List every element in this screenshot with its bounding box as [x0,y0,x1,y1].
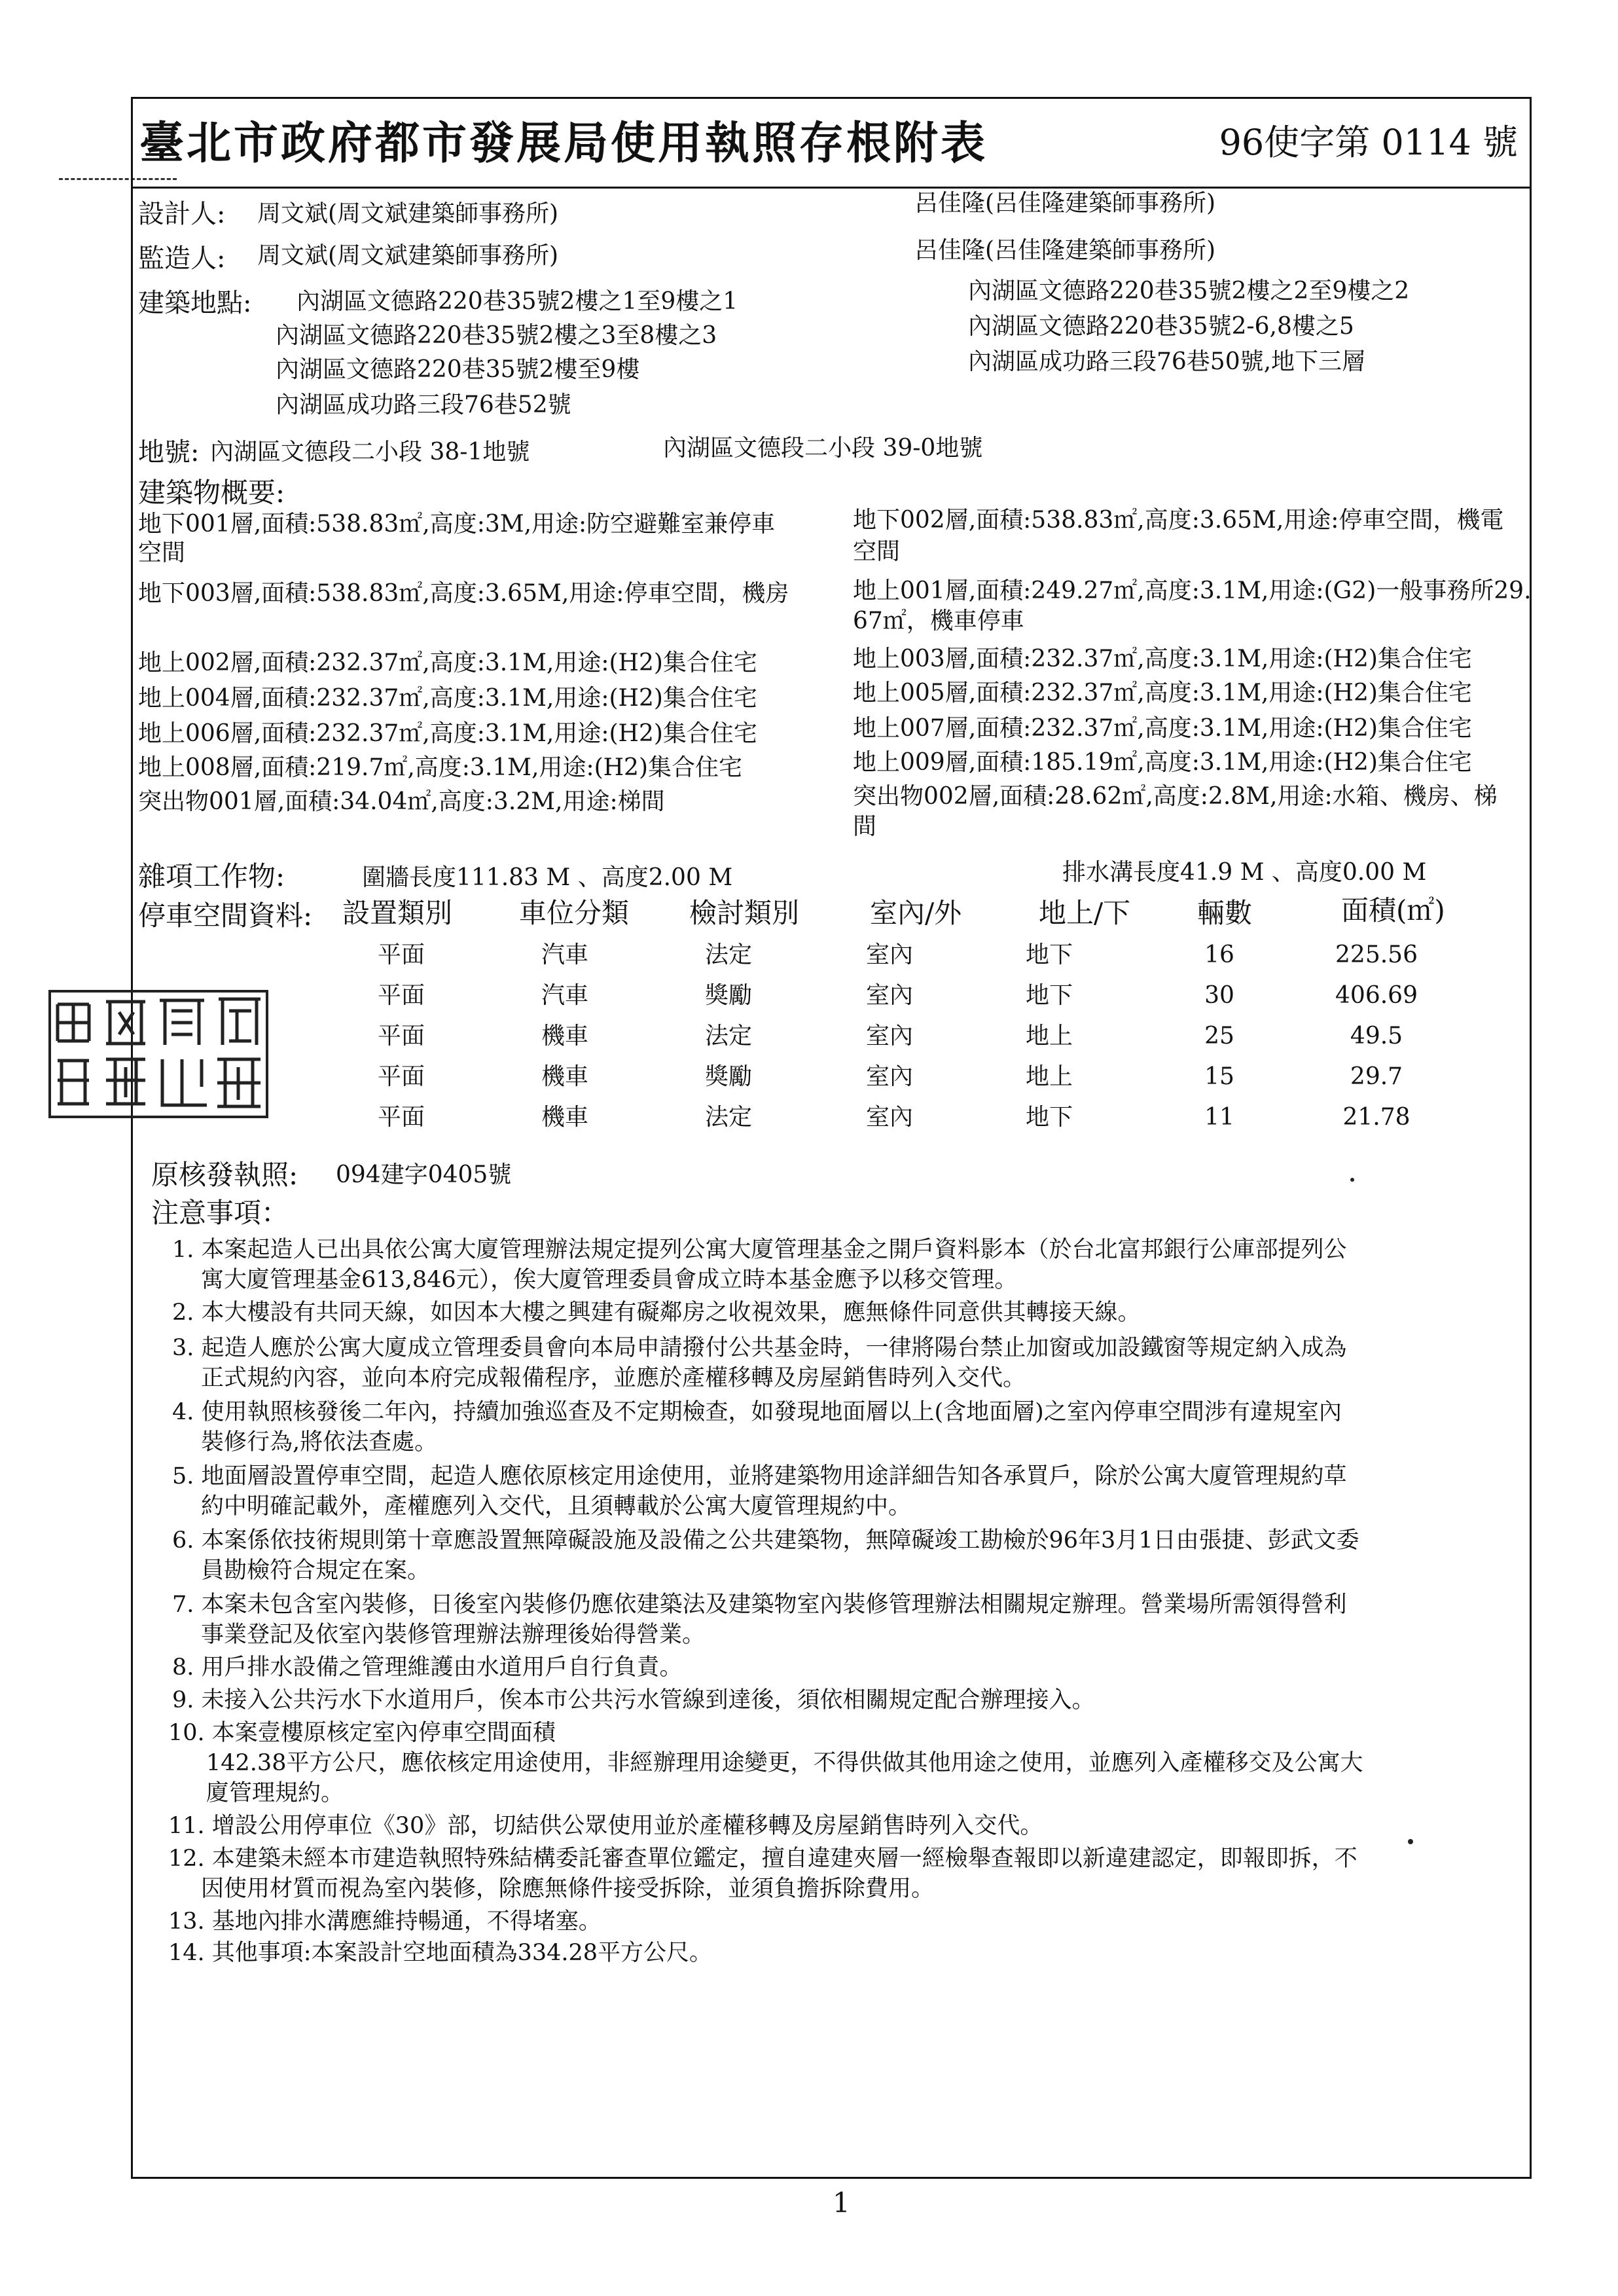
notes-label: 注意事項： [151,1197,289,1229]
note-line: 5. 地面層設置停車空間，起造人應依原核定用途使用，並將建築物用途詳細告知各承買戶，除於公寓大廈管理規約草 [172,1463,1347,1489]
overview-left-line: 空間 [138,539,186,566]
overview-right-line: 地上003層,面積:232.37㎡,高度:3.1M,用途:(H2)集合住宅 [853,646,1472,672]
parking-cell: 49.5 [1350,1023,1403,1049]
parking-header: 檢討類別 [689,897,800,929]
parking-cell: 機車 [541,1023,588,1049]
parking-cell: 平面 [377,1104,425,1131]
note-line: 10. 本案壹樓原核定室內停車空間面積 [168,1720,556,1746]
note-line: 約中明確記載外，產權應列入交代，且須轉載於公寓大廈管理規約中。 [201,1493,912,1520]
supervisor-right: 呂佳隆(呂佳隆建築師事務所) [914,237,1216,264]
parking-cell: 室內 [865,1023,913,1049]
lot-right: 內湖區文德段二小段 39-0地號 [663,435,983,462]
parking-cell: 室內 [865,941,913,968]
overview-right-line: 間 [853,813,877,840]
parking-cell: 法定 [704,1104,752,1131]
parking-cell: 室內 [865,1104,913,1131]
overview-left-line: 地下003層,面積:538.83㎡,高度:3.65M,用途:停車空間，機房 [138,580,789,607]
note-line: 正式規約內容，並向本府完成報備程序，並應於產權移轉及房屋銷售時列入交代。 [201,1365,1026,1391]
page-number: 1 [833,2187,850,2219]
parking-cell: 地下 [1025,941,1073,968]
parking-cell: 汽車 [541,982,588,1009]
note-line: 裝修行為,將依法查處。 [201,1429,438,1455]
parking-cell: 地下 [1025,1104,1073,1131]
title-row [133,99,1530,189]
permit-number: 96使字第 0114 號 [1219,122,1518,163]
overview-right-line: 地上007層,面積:232.37㎡,高度:3.1M,用途:(H2)集合住宅 [853,715,1472,742]
parking-cell: 406.69 [1335,982,1418,1009]
parking-cell: 機車 [541,1063,588,1090]
misc-label: 雜項工作物: [138,860,285,892]
parking-cell: 15 [1204,1063,1234,1090]
designer-label: 設計人: [138,199,226,229]
note-line: 12. 本建築未經本市建造執照特殊結構委託審查單位鑑定，擅自違建夾層一經檢舉查報即以新違建認定，即報即拆，不 [168,1846,1357,1872]
note-line: 14. 其他事項:本案設計空地面積為334.28平方公尺。 [168,1940,713,1966]
parking-cell: 地上 [1025,1063,1073,1090]
overview-right-line: 地上005層,面積:232.37㎡,高度:3.1M,用途:(H2)集合住宅 [853,680,1472,706]
overview-right-line: 地下002層,面積:538.83㎡,高度:3.65M,用途:停車空間，機電 [853,507,1504,534]
misc-left: 圍牆長度111.83 M 、高度2.00 M [362,864,733,891]
note-line: 6. 本案係依技術規則第十章應設置無障礙設施及設備之公共建築物，無障礙竣工勘檢於96年3月1日由張捷、彭武文委 [172,1527,1359,1554]
parking-header: 面積(㎡) [1341,894,1445,926]
overview-right-line: 地上009層,面積:185.19㎡,高度:3.1M,用途:(H2)集合住宅 [853,749,1472,776]
note-line: 13. 基地內排水溝應維持暢通，不得堵塞。 [168,1908,602,1935]
note-line: 9. 未接入公共污水下水道用戶，俟本市公共污水管線到達後，須依相關規定配合辦理接入。 [172,1687,1095,1713]
supervisor-label: 監造人: [138,244,226,274]
parking-cell: 平面 [377,1063,425,1090]
parking-cell: 地下 [1025,982,1073,1009]
note-line: 3. 起造人應於公寓大廈成立管理委員會向本局申請撥付公共基金時，一律將陽台禁止加窗或加設鐵窗等規定納入成為 [172,1335,1347,1361]
overview-left-line: 地下001層,面積:538.83㎡,高度:3M,用途:防空避難室兼停車 [138,511,776,538]
parking-cell: 25 [1204,1023,1234,1049]
parking-cell: 30 [1204,982,1234,1009]
note-line: 8. 用戶排水設備之管理維護由水道用戶自行負責。 [172,1654,683,1681]
parking-cell: 室內 [865,982,913,1009]
overview-right-line: 67㎡，機車停車 [853,608,1024,634]
site-right-line: 內湖區成功路三段76巷50號,地下三層 [968,348,1366,375]
parking-cell: 11 [1204,1104,1234,1131]
overview-right-line: 地上001層,面積:249.27㎡,高度:3.1M,用途:(G2)一般事務所29. [853,577,1532,604]
original-permit-label: 原核發執照: [151,1159,298,1191]
lot-left: 內湖區文德段二小段 38-1地號 [210,439,530,465]
overview-right-line: 空間 [853,538,901,565]
parking-label: 停車空間資料: [138,900,313,932]
note-line: 2. 本大樓設有共同天線，如因本大樓之興建有礙鄰房之收視效果，應無條件同意供其轉接天線。 [172,1300,1141,1326]
note-line: 7. 本案未包含室內裝修，日後室內裝修仍應依建築法及建築物室內裝修管理辦法相關規定辦理。營業場所需領得營利 [172,1592,1347,1618]
parking-header: 輛數 [1197,897,1253,929]
note-line: 4. 使用執照核發後二年內，持續加強巡查及不定期檢查，如發現地面層以上(含地面層)之室內停車空間涉有違規室內 [172,1399,1342,1425]
parking-cell: 法定 [704,941,752,968]
parking-cell: 法定 [704,1023,752,1049]
overview-left-line: 地上008層,面積:219.7㎡,高度:3.1M,用途:(H2)集合住宅 [138,754,742,781]
overview-label: 建築物概要: [138,477,285,509]
designer-left: 周文斌(周文斌建築師事務所) [257,200,559,227]
parking-header: 室內/外 [870,897,962,929]
parking-cell: 225.56 [1335,941,1418,968]
parking-header: 地上/下 [1039,897,1131,929]
site-label: 建築地點: [138,288,252,318]
site-left-line: 內湖區文德路220巷35號2樓至9樓 [276,356,640,383]
parking-cell: 機車 [541,1104,588,1131]
site-left-line: 內湖區文德路220巷35號2樓之1至9樓之1 [297,288,738,315]
parking-cell: 室內 [865,1063,913,1090]
document-frame [131,97,1532,2179]
parking-cell: 平面 [377,941,425,968]
page-title: 臺北市政府都市發展局使用執照存根附表 [139,117,988,170]
designer-right: 呂佳隆(呂佳隆建築師事務所) [914,190,1216,217]
site-left-line: 內湖區文德路220巷35號2樓之3至8樓之3 [276,322,717,349]
lot-label: 地號: [138,437,200,467]
supervisor-left: 周文斌(周文斌建築師事務所) [257,242,559,269]
note-line: 員勘檢符合規定在案。 [201,1558,431,1584]
parking-cell: 21.78 [1342,1104,1411,1131]
overview-left-line: 突出物001層,面積:34.04㎡,高度:3.2M,用途:梯間 [138,788,665,815]
note-line: 11. 增設公用停車位《30》部，切結供公眾使用並於產權移轉及房屋銷售時列入交代。 [168,1813,1043,1839]
parking-header: 設置類別 [342,897,453,929]
overview-right-line: 突出物002層,面積:28.62㎡,高度:2.8M,用途:水箱、機房、梯 [853,783,1498,810]
parking-header: 車位分類 [519,897,630,929]
parking-cell: 地上 [1025,1023,1073,1049]
scan-speck [1408,1839,1413,1844]
note-line: 廈管理規約。 [206,1780,344,1806]
note-line: 1. 本案起造人已出具依公寓大廈管理辦法規定提列公寓大廈管理基金之開戶資料影本（於台北富邦銀行公庫部提列公 [172,1237,1347,1263]
misc-right: 排水溝長度41.9 M 、高度0.00 M [1062,859,1427,886]
overview-left-line: 地上006層,面積:232.37㎡,高度:3.1M,用途:(H2)集合住宅 [138,720,757,747]
parking-cell: 獎勵 [704,1063,752,1090]
parking-cell: 平面 [377,1023,425,1049]
overview-left-line: 地上002層,面積:232.37㎡,高度:3.1M,用途:(H2)集合住宅 [138,649,757,676]
parking-cell: 汽車 [541,941,588,968]
site-right-line: 內湖區文德路220巷35號2樓之2至9樓之2 [968,278,1410,304]
parking-cell: 16 [1204,941,1234,968]
site-left-line: 內湖區成功路三段76巷52號 [276,392,571,418]
site-right-line: 內湖區文德路220巷35號2-6,8樓之5 [968,313,1354,340]
parking-cell: 平面 [377,982,425,1009]
original-permit-value: 094建字0405號 [336,1161,512,1188]
parking-cell: 29.7 [1350,1063,1403,1090]
note-line: 事業登記及依室內裝修管理辦法辦理後始得營業。 [201,1622,706,1648]
parking-cell: 獎勵 [704,982,752,1009]
official-seal-stamp [47,989,270,1120]
overview-left-line: 地上004層,面積:232.37㎡,高度:3.1M,用途:(H2)集合住宅 [138,685,757,712]
note-line: 寓大廈管理基金613,846元），俟大廈管理委員會成立時本基金應予以移交管理。 [201,1267,1018,1293]
note-line: 因使用材質而視為室內裝修，除應無條件接受拆除，並須負擔拆除費用。 [201,1876,935,1902]
note-line: 142.38平方公尺，應依核定用途使用，非經辦理用途變更，不得供做其他用途之使用，並應列入產權移交及公寓大 [206,1750,1363,1776]
scan-speck [1350,1178,1354,1182]
